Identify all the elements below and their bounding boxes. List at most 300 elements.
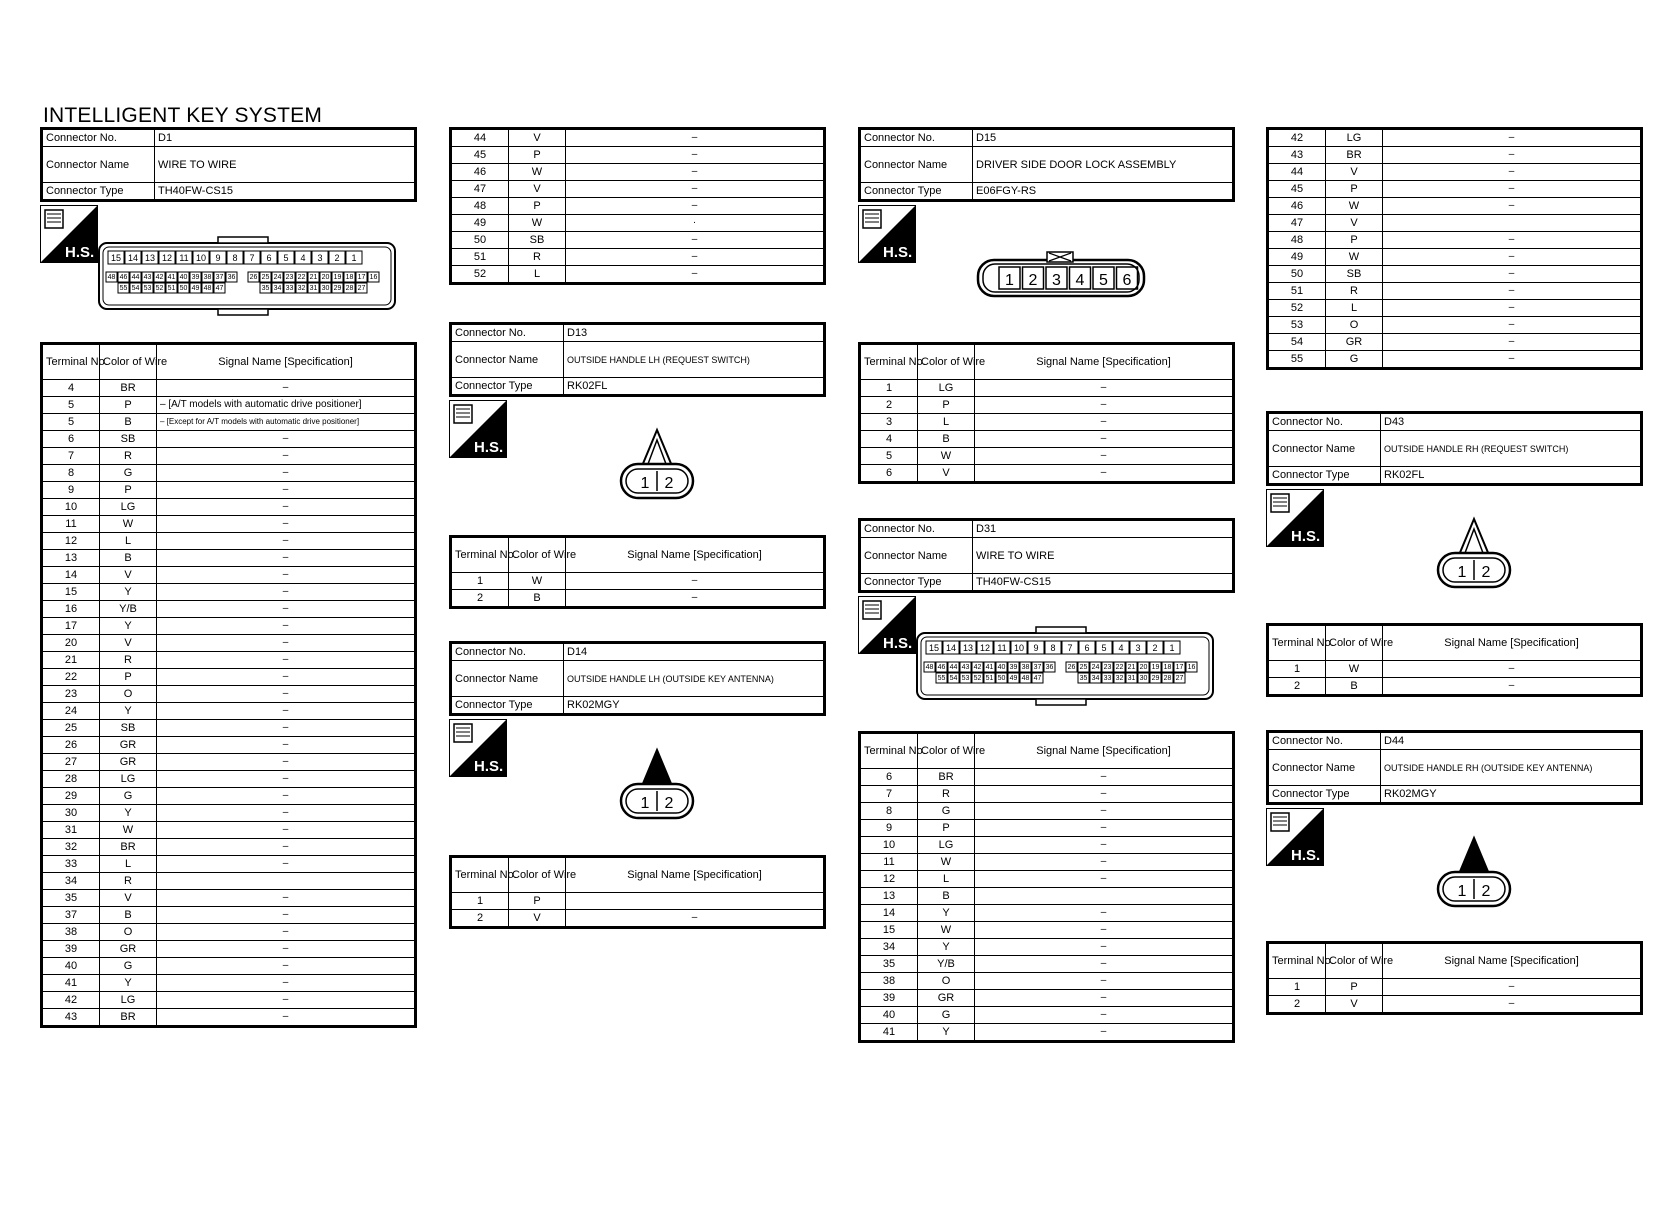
signal-name-cell: – xyxy=(1383,678,1642,696)
label-connector-name: Connector Name xyxy=(42,147,155,183)
terminal-no-cell: 51 xyxy=(451,249,509,266)
table-row xyxy=(42,720,416,737)
connector-name-value: OUTSIDE HANDLE LH (REQUEST SWITCH) xyxy=(564,342,825,378)
header-color-of-wire: Color of Wire xyxy=(509,537,566,573)
pin-number: 50 xyxy=(997,675,1006,682)
pin-number: 4 xyxy=(1075,272,1085,289)
terminal-no-cell: 42 xyxy=(1268,129,1326,147)
connector-key xyxy=(1459,838,1489,874)
header-terminal-no: Terminal No. xyxy=(860,733,918,769)
connector-info-d31 xyxy=(858,518,1235,593)
table-row xyxy=(42,924,416,941)
wire-color-cell: V xyxy=(509,181,566,198)
wire-color-cell: L xyxy=(509,266,566,284)
signal-name-cell: – xyxy=(157,618,416,635)
table-row xyxy=(860,888,1234,905)
wire-color-cell: Y xyxy=(100,584,157,601)
header-terminal-no: Terminal No. xyxy=(860,344,918,380)
pin-number: 48 xyxy=(1021,675,1030,682)
signal-table-d44 xyxy=(1266,941,1643,1015)
signal-name-cell: – xyxy=(975,448,1234,465)
wire-color-cell: P xyxy=(509,147,566,164)
terminal-no-cell: 2 xyxy=(860,397,918,414)
signal-name-cell xyxy=(1383,215,1642,232)
signal-name-cell: – xyxy=(1383,164,1642,181)
wire-color-cell: Y xyxy=(100,805,157,822)
wire-color-cell: Y xyxy=(100,618,157,635)
column-2-d14 xyxy=(449,641,826,716)
wire-color-cell: G xyxy=(100,465,157,482)
table-row xyxy=(1268,249,1642,266)
pin-number: 11 xyxy=(997,643,1007,653)
table-row xyxy=(860,380,1234,397)
terminal-no-cell: 37 xyxy=(42,907,100,924)
table-row xyxy=(42,380,416,397)
wire-color-cell: W xyxy=(918,922,975,939)
connector-d13-diagram xyxy=(618,428,696,502)
header-signal-name: Signal Name [Specification] xyxy=(1383,943,1642,979)
svg-text:H.S.: H.S. xyxy=(1291,528,1321,545)
terminal-no-cell: 6 xyxy=(860,769,918,786)
pin-number: 22 xyxy=(297,274,306,281)
connector-type-value: RK02FL xyxy=(564,378,825,396)
wire-color-cell: P xyxy=(100,397,157,414)
wire-color-cell: L xyxy=(1326,300,1383,317)
signal-name-cell: – xyxy=(975,414,1234,431)
table-row xyxy=(451,215,825,232)
wire-color-cell: R xyxy=(100,873,157,890)
pin-number: 2 xyxy=(1481,883,1491,900)
table-row xyxy=(42,618,416,635)
pin-number: 49 xyxy=(191,285,200,292)
signal-name-cell: – xyxy=(975,769,1234,786)
terminal-no-cell: 25 xyxy=(42,720,100,737)
pin-number: 1 xyxy=(1457,564,1467,581)
pin-number: 8 xyxy=(232,253,238,263)
header-color-of-wire: Color of Wire xyxy=(918,344,975,380)
pin-number: 40 xyxy=(997,664,1006,671)
connector-latch xyxy=(1036,699,1086,705)
wire-color-cell: SB xyxy=(509,232,566,249)
table-row xyxy=(451,164,825,181)
wire-color-cell: SB xyxy=(1326,266,1383,283)
pin-number: 32 xyxy=(297,285,306,292)
signal-name-cell: – xyxy=(157,907,416,924)
label-connector-no: Connector No. xyxy=(451,324,564,342)
signal-name-cell: – xyxy=(566,164,825,181)
wire-color-cell: W xyxy=(509,573,566,590)
connector-type-value: RK02MGY xyxy=(564,697,825,715)
label-connector-no: Connector No. xyxy=(1268,732,1381,750)
column-1 xyxy=(40,127,417,202)
table-row xyxy=(451,893,825,910)
pin-number: 22 xyxy=(1115,664,1124,671)
header-terminal-no: Terminal No. xyxy=(1268,625,1326,661)
header-terminal-no: Terminal No. xyxy=(451,857,509,893)
hs-icon xyxy=(858,596,916,654)
signal-table-d31 xyxy=(858,731,1235,1043)
pin-number: 15 xyxy=(928,643,940,653)
pin-number: 3 xyxy=(1135,643,1141,653)
terminal-no-cell: 5 xyxy=(860,448,918,465)
pin-number: 12 xyxy=(979,643,991,653)
connector-latch xyxy=(1036,627,1086,633)
connector-latch xyxy=(218,237,268,243)
terminal-no-cell: 38 xyxy=(42,924,100,941)
pin-number: 14 xyxy=(945,643,957,653)
pin-number: 10 xyxy=(1013,643,1025,653)
pin-number: 24 xyxy=(1091,664,1100,671)
wire-color-cell: BR xyxy=(100,380,157,397)
wire-color-cell: GR xyxy=(100,941,157,958)
terminal-no-cell: 44 xyxy=(451,129,509,147)
table-row xyxy=(42,839,416,856)
signal-name-cell: – xyxy=(157,652,416,669)
wire-color-cell: G xyxy=(918,803,975,820)
column-4-d44-signal xyxy=(1266,941,1643,1015)
wire-color-cell: V xyxy=(100,567,157,584)
header-color-of-wire: Color of Wire xyxy=(509,857,566,893)
table-row xyxy=(860,448,1234,465)
terminal-no-cell: 7 xyxy=(42,448,100,465)
table-row xyxy=(860,1024,1234,1042)
wire-color-cell: V xyxy=(100,635,157,652)
table-row xyxy=(42,414,416,431)
pin-number: 54 xyxy=(131,285,140,292)
table-row xyxy=(42,737,416,754)
wire-color-cell: V xyxy=(509,129,566,147)
wire-color-cell: R xyxy=(918,786,975,803)
terminal-no-cell: 16 xyxy=(42,601,100,618)
signal-name-cell: – xyxy=(975,854,1234,871)
pin-number: 51 xyxy=(167,285,176,292)
terminal-no-cell: 35 xyxy=(42,890,100,907)
pin-number: 44 xyxy=(949,664,958,671)
connector-no-value: D13 xyxy=(564,324,825,342)
signal-name-cell: – xyxy=(975,990,1234,1007)
connector-name-value: OUTSIDE HANDLE RH (REQUEST SWITCH) xyxy=(1381,431,1642,467)
terminal-no-cell: 2 xyxy=(1268,996,1326,1014)
wire-color-cell: Y xyxy=(918,939,975,956)
wire-color-cell: P xyxy=(100,669,157,686)
wire-color-cell: LG xyxy=(918,380,975,397)
signal-name-cell: – xyxy=(566,266,825,284)
terminal-no-cell: 41 xyxy=(42,975,100,992)
signal-name-cell: – xyxy=(157,686,416,703)
header-signal-name: Signal Name [Specification] xyxy=(1383,625,1642,661)
terminal-no-cell: 23 xyxy=(42,686,100,703)
pin-number: 46 xyxy=(937,664,946,671)
pin-number: 9 xyxy=(215,253,221,263)
terminal-no-cell: 14 xyxy=(42,567,100,584)
terminal-no-cell: 2 xyxy=(451,590,509,608)
connector-type-value: RK02FL xyxy=(1381,467,1642,485)
terminal-no-cell: 22 xyxy=(42,669,100,686)
pin-number: 21 xyxy=(1127,664,1136,671)
table-row xyxy=(42,669,416,686)
label-connector-type: Connector Type xyxy=(860,183,973,201)
terminal-no-cell: 27 xyxy=(42,754,100,771)
terminal-no-cell: 32 xyxy=(42,839,100,856)
terminal-no-cell: 52 xyxy=(1268,300,1326,317)
label-connector-name: Connector Name xyxy=(860,147,973,183)
pin-number: 55 xyxy=(119,285,128,292)
signal-name-cell: – xyxy=(566,147,825,164)
table-row xyxy=(1268,996,1642,1014)
pin-number: 19 xyxy=(1151,664,1160,671)
pin-number: 26 xyxy=(1067,664,1076,671)
signal-table-d1 xyxy=(40,342,417,1028)
pin-number: 49 xyxy=(1009,675,1018,682)
signal-name-cell: – xyxy=(975,922,1234,939)
signal-name-cell: – xyxy=(566,129,825,147)
signal-name-cell: – xyxy=(975,1024,1234,1042)
signal-name-cell xyxy=(157,873,416,890)
pin-number: 30 xyxy=(1139,675,1148,682)
pin-number: 1 xyxy=(640,795,650,812)
signal-name-cell: – xyxy=(157,720,416,737)
pin-number: 21 xyxy=(309,274,318,281)
signal-name-cell: – xyxy=(1383,661,1642,678)
table-row xyxy=(42,703,416,720)
terminal-no-cell: 42 xyxy=(42,992,100,1009)
pin-number: 23 xyxy=(285,274,294,281)
signal-name-cell: – xyxy=(157,448,416,465)
wire-color-cell: W xyxy=(1326,198,1383,215)
table-row xyxy=(42,533,416,550)
pin-number: 27 xyxy=(1175,675,1184,682)
wire-color-cell: G xyxy=(918,1007,975,1024)
table-row xyxy=(451,910,825,928)
terminal-no-cell: 24 xyxy=(42,703,100,720)
terminal-no-cell: 39 xyxy=(42,941,100,958)
wire-color-cell: GR xyxy=(100,754,157,771)
table-row xyxy=(1268,661,1642,678)
connector-d44-diagram xyxy=(1435,836,1513,910)
table-row xyxy=(42,941,416,958)
pin-number: 9 xyxy=(1033,643,1039,653)
wire-color-cell: Y xyxy=(100,703,157,720)
table-row xyxy=(451,198,825,215)
signal-name-cell: – xyxy=(566,910,825,928)
terminal-no-cell: 13 xyxy=(42,550,100,567)
wire-color-cell: V xyxy=(1326,164,1383,181)
terminal-no-cell: 10 xyxy=(860,837,918,854)
wire-color-cell: LG xyxy=(100,499,157,516)
wire-color-cell: V xyxy=(100,890,157,907)
wire-color-cell: B xyxy=(100,414,157,431)
table-row xyxy=(451,573,825,590)
terminal-no-cell: 1 xyxy=(451,893,509,910)
table-row xyxy=(451,181,825,198)
pin-number: 23 xyxy=(1103,664,1112,671)
wire-color-cell: V xyxy=(509,910,566,928)
terminal-no-cell: 3 xyxy=(860,414,918,431)
column-2-d14-signal xyxy=(449,855,826,929)
pin-number: 17 xyxy=(1175,664,1184,671)
connector-info-d43 xyxy=(1266,411,1643,486)
label-connector-name: Connector Name xyxy=(1268,750,1381,786)
connector-type-value: TH40FW-CS15 xyxy=(973,574,1234,592)
connector-d31-diagram xyxy=(916,625,1216,705)
terminal-no-cell: 20 xyxy=(42,635,100,652)
pin-number: 1 xyxy=(640,475,650,492)
signal-name-cell: – xyxy=(975,380,1234,397)
table-row xyxy=(451,129,825,147)
pin-number: 40 xyxy=(179,274,188,281)
terminal-no-cell: 14 xyxy=(860,905,918,922)
wire-color-cell: L xyxy=(918,871,975,888)
wire-color-cell: R xyxy=(100,448,157,465)
header-signal-name: Signal Name [Specification] xyxy=(566,537,825,573)
pin-number: 53 xyxy=(143,285,152,292)
pin-number: 52 xyxy=(973,675,982,682)
signal-name-cell: – xyxy=(157,703,416,720)
wire-color-cell: B xyxy=(100,550,157,567)
terminal-no-cell: 30 xyxy=(42,805,100,822)
pin-number: 41 xyxy=(167,274,176,281)
label-connector-no: Connector No. xyxy=(451,643,564,661)
connector-type-value: TH40FW-CS15 xyxy=(155,183,416,201)
signal-name-cell: – xyxy=(157,839,416,856)
table-row xyxy=(42,516,416,533)
pin-number: 48 xyxy=(203,285,212,292)
connector-name-value: WIRE TO WIRE xyxy=(973,538,1234,574)
signal-name-cell: – xyxy=(157,890,416,907)
label-connector-type: Connector Type xyxy=(451,378,564,396)
table-row xyxy=(42,635,416,652)
terminal-no-cell: 11 xyxy=(860,854,918,871)
pin-number: 31 xyxy=(309,285,318,292)
pin-number: 20 xyxy=(321,274,330,281)
terminal-no-cell: 43 xyxy=(1268,147,1326,164)
connector-key xyxy=(642,750,672,786)
terminal-no-cell: 1 xyxy=(860,380,918,397)
header-signal-name: Signal Name [Specification] xyxy=(566,857,825,893)
pin-number: 38 xyxy=(203,274,212,281)
signal-name-cell: – xyxy=(1383,249,1642,266)
terminal-no-cell: 43 xyxy=(42,1009,100,1027)
pin-number: 42 xyxy=(155,274,164,281)
pin-number: 47 xyxy=(1033,675,1042,682)
label-connector-no: Connector No. xyxy=(1268,413,1381,431)
pin-number: 1 xyxy=(351,253,357,263)
signal-name-cell: – xyxy=(157,856,416,873)
signal-name-cell: – xyxy=(975,871,1234,888)
table-row xyxy=(42,499,416,516)
signal-name-cell: – xyxy=(1383,198,1642,215)
table-row xyxy=(1268,283,1642,300)
signal-name-cell: – xyxy=(1383,232,1642,249)
pin-number: 46 xyxy=(119,274,128,281)
signal-name-cell: – xyxy=(157,499,416,516)
wire-color-cell: L xyxy=(100,533,157,550)
signal-name-cell: – xyxy=(157,788,416,805)
wire-color-cell: R xyxy=(100,652,157,669)
signal-name-cell: – xyxy=(157,635,416,652)
terminal-no-cell: 48 xyxy=(451,198,509,215)
wire-color-cell: GR xyxy=(1326,334,1383,351)
table-row xyxy=(42,805,416,822)
header-terminal-no: Terminal No. xyxy=(451,537,509,573)
pin-number: 39 xyxy=(1009,664,1018,671)
hs-icon xyxy=(40,205,98,263)
signal-name-cell: – xyxy=(975,939,1234,956)
terminal-no-cell: 40 xyxy=(42,958,100,975)
connector-name-value: WIRE TO WIRE xyxy=(155,147,416,183)
signal-name-cell: – xyxy=(566,590,825,608)
wire-color-cell: R xyxy=(1326,283,1383,300)
wire-color-cell: LG xyxy=(1326,129,1383,147)
signal-name-cell: – xyxy=(975,837,1234,854)
svg-text:H.S.: H.S. xyxy=(65,244,95,261)
pin-number: 2 xyxy=(664,475,674,492)
wire-color-cell: Y xyxy=(918,905,975,922)
terminal-no-cell: 50 xyxy=(1268,266,1326,283)
wire-color-cell: G xyxy=(100,958,157,975)
pin-number: 11 xyxy=(179,253,189,263)
wire-color-cell: P xyxy=(1326,181,1383,198)
terminal-no-cell: 4 xyxy=(860,431,918,448)
label-connector-type: Connector Type xyxy=(1268,786,1381,804)
signal-name-cell: – xyxy=(157,533,416,550)
connector-no-value: D31 xyxy=(973,520,1234,538)
signal-name-cell: – xyxy=(975,973,1234,990)
pin-number: 18 xyxy=(345,274,354,281)
pin-number: 43 xyxy=(961,664,970,671)
terminal-no-cell: 1 xyxy=(1268,661,1326,678)
signal-name-cell: – xyxy=(975,786,1234,803)
signal-name-cell: – xyxy=(975,465,1234,483)
pin-number: 13 xyxy=(962,643,974,653)
table-row xyxy=(42,822,416,839)
connector-d43-diagram xyxy=(1435,517,1513,591)
terminal-no-cell: 33 xyxy=(42,856,100,873)
table-row xyxy=(451,147,825,164)
signal-name-cell: – xyxy=(1383,129,1642,147)
pin-number: 42 xyxy=(973,664,982,671)
label-connector-name: Connector Name xyxy=(451,661,564,697)
header-signal-name: Signal Name [Specification] xyxy=(157,344,416,380)
signal-name-cell: – xyxy=(157,567,416,584)
hs-icon xyxy=(1266,489,1324,547)
signal-name-cell: – xyxy=(566,181,825,198)
terminal-no-cell: 10 xyxy=(42,499,100,516)
terminal-no-cell: 15 xyxy=(42,584,100,601)
table-row xyxy=(451,232,825,249)
terminal-no-cell: 53 xyxy=(1268,317,1326,334)
column-2-d13-signal xyxy=(449,535,826,609)
pin-number: 35 xyxy=(1079,675,1088,682)
wire-color-cell: W xyxy=(1326,249,1383,266)
signal-name-cell: – xyxy=(157,380,416,397)
pin-number: 13 xyxy=(144,253,156,263)
terminal-no-cell: 49 xyxy=(1268,249,1326,266)
pin-number: 31 xyxy=(1127,675,1136,682)
table-row xyxy=(860,956,1234,973)
pin-number: 6 xyxy=(266,253,272,263)
signal-name-cell: – xyxy=(1383,266,1642,283)
pin-number: 5 xyxy=(1101,643,1107,653)
signal-name-cell: – xyxy=(1383,351,1642,369)
pin-number: 10 xyxy=(195,253,207,263)
pin-number: 29 xyxy=(1151,675,1160,682)
signal-name-cell: – xyxy=(566,198,825,215)
pin-number: 55 xyxy=(937,675,946,682)
wire-color-cell: BR xyxy=(100,1009,157,1027)
wire-color-cell: B xyxy=(918,431,975,448)
wire-color-cell: SB xyxy=(100,720,157,737)
